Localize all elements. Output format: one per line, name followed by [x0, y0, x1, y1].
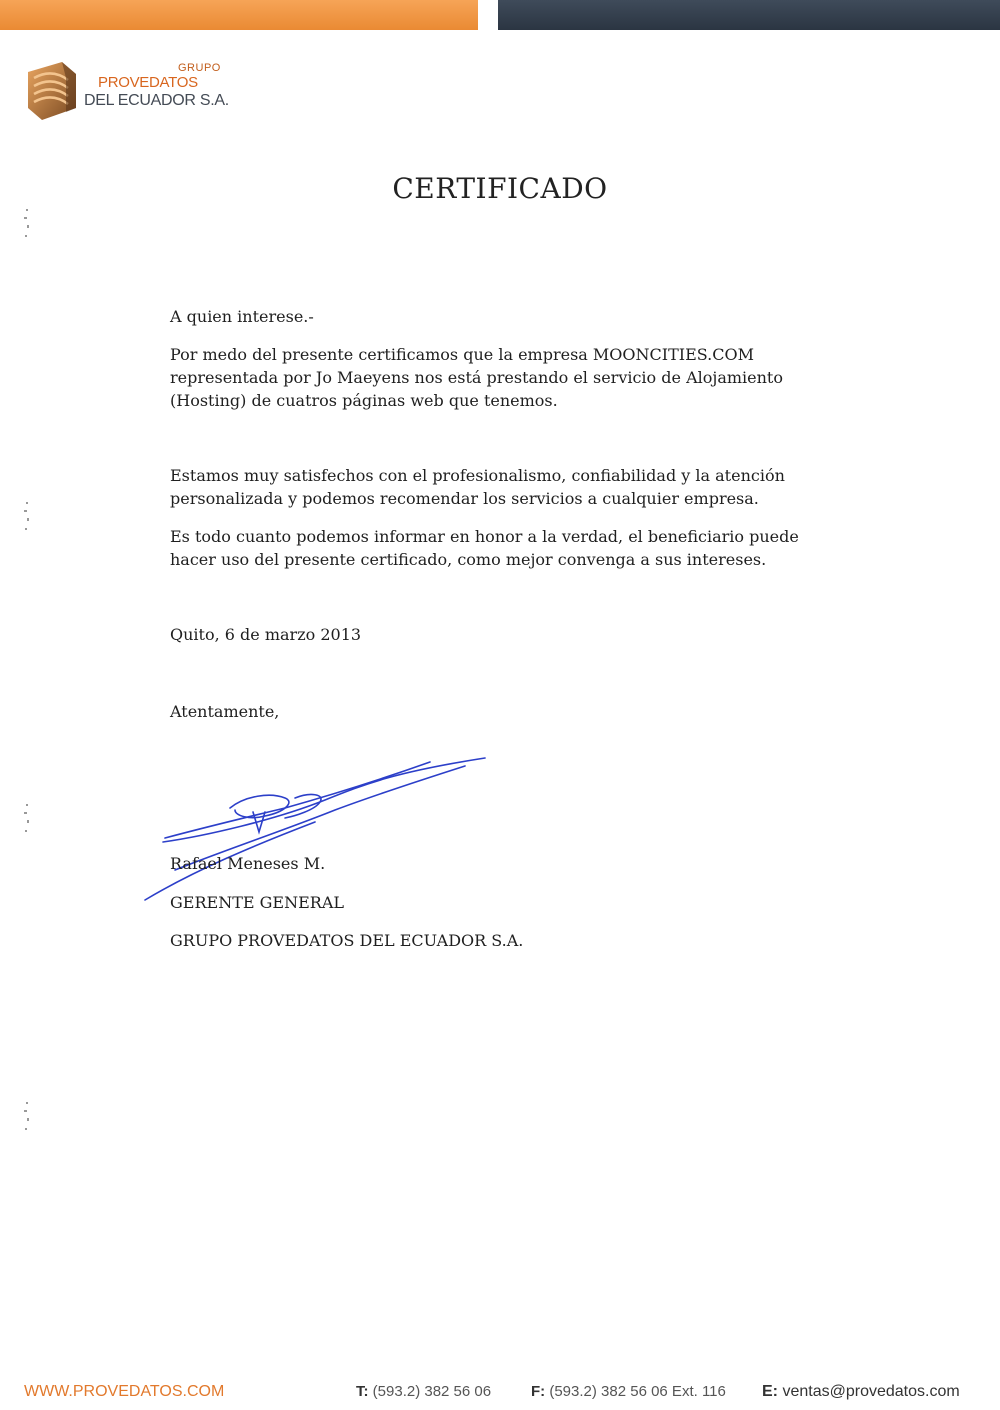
scan-speck — [20, 1098, 34, 1138]
company-logo — [22, 58, 252, 128]
document-title: CERTIFICADO — [392, 172, 608, 205]
footer-telephone — [356, 1383, 491, 1400]
signer-name: Rafael Meneses M. — [170, 854, 326, 873]
signer-title: GERENTE GENERAL — [170, 893, 344, 912]
logo-grupo-text: GRUPO — [178, 62, 221, 74]
paragraph-1: Por medo del presente certificamos que la empresa MOONCITIES.COM representada por Jo Maeyens nos está prestando el servicio de Alojamiento (Hosting) de cuatros páginas web que tenemos. — [170, 345, 783, 410]
paragraph-3: Es todo cuanto podemos informar en honor a la verdad, el beneficiario puede hacer uso del presente certificado, como mejor convenga a sus intereses. — [170, 527, 799, 569]
header-navy-bar — [498, 0, 1000, 30]
footer-website: WWW.PROVEDATOS.COM — [24, 1383, 225, 1400]
handwritten-signature — [135, 750, 515, 910]
footer-fax — [531, 1383, 726, 1400]
signer-company: GRUPO PROVEDATOS DEL ECUADOR S.A. — [170, 931, 524, 950]
footer-fax-label: F: — [531, 1383, 546, 1400]
footer-email — [762, 1383, 960, 1401]
closing: Atentamente, — [170, 702, 280, 721]
header-orange-bar — [0, 0, 478, 30]
scan-speck — [20, 498, 34, 538]
footer-fax-value: (593.2) 382 56 06 Ext. 116 — [549, 1383, 726, 1400]
footer-email-value: ventas@provedatos.com — [782, 1383, 960, 1400]
logo-brand-line2: DEL ECUADOR S.A. — [84, 92, 229, 109]
scan-speck — [20, 205, 34, 245]
footer-email-label: E: — [762, 1383, 778, 1400]
scan-speck — [20, 800, 34, 840]
paragraph-2: Estamos muy satisfechos con el profesionalismo, confiabilidad y la atención personalizada y podemos recomendar los servicios a cualquier empresa. — [170, 466, 785, 508]
date-line: Quito, 6 de marzo 2013 — [170, 625, 362, 644]
footer-tel-label: T: — [356, 1383, 369, 1400]
logo-mark-icon — [22, 58, 82, 124]
logo-brand-line1: PROVEDATOS — [98, 74, 198, 91]
footer-tel-value: (593.2) 382 56 06 — [372, 1383, 492, 1400]
greeting: A quien interese.- — [170, 307, 314, 326]
